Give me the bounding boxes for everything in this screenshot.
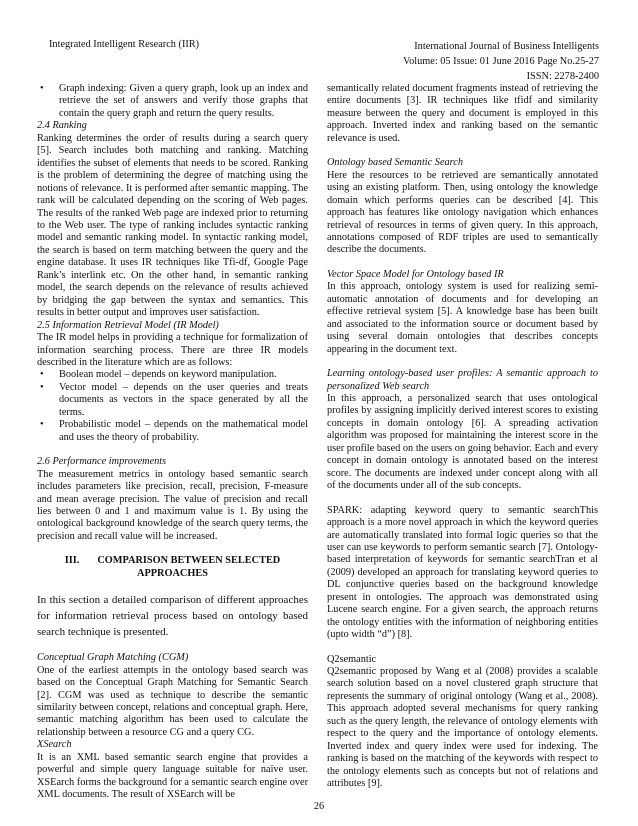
vector-space-heading: Vector Space Model for Ontology based IR [327, 268, 504, 280]
ir-model-heading: 2.5 Information Retrieval Model (IR Model) [37, 319, 219, 331]
ontology-search-paragraph: Here the resources to be retrieved are semantically annotated using an existing platform. Then, using ontology the knowledge domain which performs queries can be described [4]. This approach has features like ontology navigation which enhances retrieval of resources in terms of given query. In this approach, annotations composed of RDF triples are used to semantically describe the documents. [327, 169, 598, 256]
ranking-paragraph: Ranking determines the order of results during a search query [5]. Search includes both matching and ranking. Matching identifies the subset of elements that needs to be scored. Ranking is the problem of determining the degree of matching using the notions of relevance. It is performed after semantic mapping. The rank will be calculated depending on the scoring of Web pages. The results of the ranked Web page are indexed prior to returning to the Web user. The type of ranking includes syntactic ranking model and semantic ranking model. In syntactic ranking model, the search is based on term matching between the query and the engine database. It uses IR techniques like Tfi-df, Google Page Rank’s interlink etc. On the other hand, in semantic ranking model, the search depends on the relevance of results achieved by bridging the gap between the syntax and semantics. This results in better output and improves user satisfaction. [37, 132, 308, 319]
bullet-probabilistic-model: • Probabilistic model – depends on the mathematical model and uses the theory of probability. [37, 419, 308, 444]
journal-name: International Journal of Business Intelligents [414, 41, 599, 52]
ir-model-list [37, 369, 308, 444]
vector-space-paragraph: In this approach, ontology system is used for realizing semi-automatic annotation of documents and for developing an effective retrieval system [5]. A knowledge base has been built and associated to the information source or document based by using several domain ontologies that describes concepts appearing in the document text. [327, 281, 598, 355]
section-intro-paragraph: In this section a detailed comparison of different approaches for information retrieval process based on ontology based search technique is presented. [37, 594, 308, 639]
graph-indexing-list [37, 83, 308, 120]
spark-paragraph: SPARK: adapting keyword query to semantic searchThis approach is a more novel approach in which the keyword queries are automatically translated into formal logic queries so that the user can use keywords to perform semantic search [7]. Ontology-based interpretation of keywords for semantic searchTran et al (2009) developed an approach for translating keyword queries to DL conjunctive queries based on the background knowledge present in ontologies. The approach was demonstrated using Lucene search engine. For a given search, the approach returns the ontology entities with the information of neighboring entities (upto width “d”) [8]. [327, 504, 598, 641]
user-profiles-heading: Learning ontology-based user profiles: A semantic approach to personalized Web search [327, 368, 598, 392]
volume-info: Volume: 05 Issue: 01 June 2016 Page No.25-27 [402, 56, 599, 68]
xsearch-paragraph: It is an XML based semantic search engine that provides a powerful and simple query language suitable for naïve user. XSEarch forms the background for a semantic search engine over XML documents. The result of XSEarch will be [37, 751, 308, 801]
bullet-graph-indexing: • Graph indexing: Given a query graph, look up an index and retrieve the set of answers and verify those graphs that contain the query graph and return the query results. [37, 83, 308, 120]
running-header-left: Integrated Intelligent Research (IIR) [49, 39, 200, 50]
issn: ISSN: 2278-2400 [526, 71, 599, 83]
section-number: III. [64, 555, 80, 567]
right-column [327, 83, 598, 791]
section-title: COMPARISON BETWEEN SELECTED APPROACHES [97, 555, 281, 579]
cgm-heading: Conceptual Graph Matching (CGM) [37, 652, 189, 664]
ranking-heading: 2.4 Ranking [37, 120, 87, 132]
section-heading [37, 555, 308, 580]
user-profiles-paragraph: In this approach, a personalized search that uses ontological profiles by assigning implicitly derived interest scores to existing concepts in domain ontology [6]. A spreading activation algorithm was proposed for maintaining the interest score in the user profile based on the users on going behavior. Each and every concept in domain ontology is annotated based on the interest score. The documents are indexed under concept along with all of the documents under all of the sub concepts. [327, 392, 598, 492]
q2semantic-paragraph: Q2semantic proposed by Wang et al (2008) provides a scalable search solution based on a novel clustered graph structure that represents the summary of original ontology (Wang et al., 2008). This approach adopted several mechanisms for query ranking such as the query length, the relevance of ontology elements with respect to the query and the importance of ontology elements. Inverted index and query index were used for indexing. The ranking is based on the matching of the keywords with respect to the ontology elements such as concepts but not of relations and attributes [9]. [327, 666, 598, 790]
performance-paragraph: The measurement metrics in ontology based semantic search includes parameters like precision, recall, precision, F-measure and mean average precision. The value of precision and recall lies between 0 and 1 and maximum value is 1. By using the ontological background knowledge of the search query terms, the precision and recall value will be increased. [37, 468, 308, 542]
ontology-search-heading: Ontology based Semantic Search [327, 157, 464, 169]
xsearch-continuation-paragraph: semantically related document fragments instead of retrieving the entire documents [3]. IR techniques like tfidf and similarity measure between the query and document is employed in this approach. Inverted index and ranking based on the semantic relevance is used. [327, 83, 598, 144]
ir-model-paragraph: The IR model helps in providing a technique for formalization of information searching process. There are three IR models described in the literature which are as follows: [37, 332, 308, 368]
left-column [37, 83, 308, 802]
q2semantic-heading: Q2semantic [327, 653, 377, 665]
cgm-paragraph: One of the earliest attempts in the ontology based search was based on the Conceptual Graph Matching for Semantic Search [2]. CGM was used as technique to describe the semantic similarity between concept, relations and conceptual graph. Here, semantic matching algorithm has been used to calculate the relationship between a resource CG and a query CG. [37, 664, 308, 738]
page-number: 26 [313, 801, 325, 812]
bullet-boolean-model: • Boolean model – depends on keyword manipulation. [37, 369, 308, 381]
performance-heading: 2.6 Performance improvements [37, 456, 167, 468]
xsearch-heading: XSearch [37, 739, 72, 751]
bullet-vector-model: • Vector model – depends on the user queries and treats documents as vectors in the space generated by all the terms. [37, 382, 308, 419]
running-header-right [299, 39, 599, 85]
